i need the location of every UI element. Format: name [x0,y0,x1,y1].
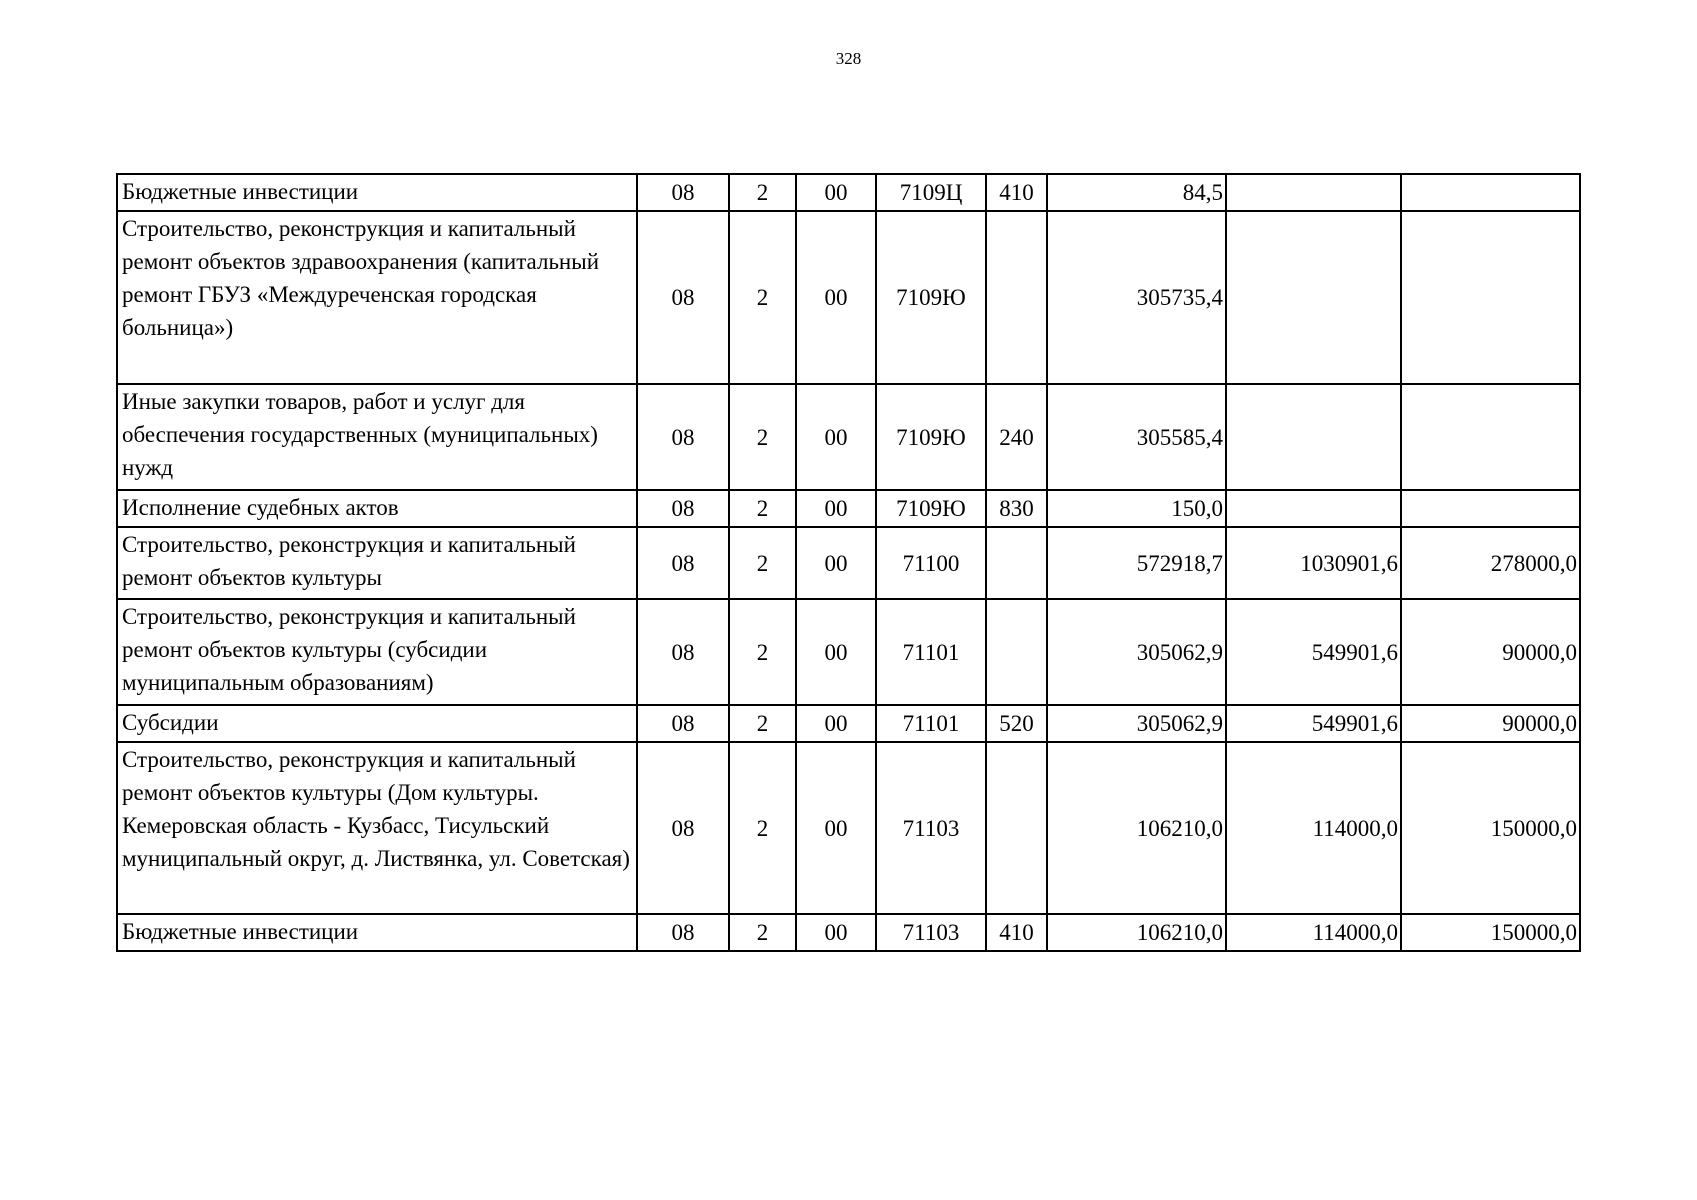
row-name: Бюджетные инвестиции [117,914,637,951]
program-code: 00 [796,174,876,211]
target-code: 71101 [876,705,986,742]
amount-1: 305735,4 [1047,211,1226,384]
row-name: Строительство, реконструкция и капитальный ремонт объектов культуры (субсидии муниципальным образованиям) [117,599,637,705]
row-name: Строительство, реконструкция и капитальный ремонт объектов культуры [117,527,637,599]
table-row [117,914,1580,951]
amount-1: 84,5 [1047,174,1226,211]
amount-1: 305062,9 [1047,705,1226,742]
subsection-code: 2 [729,742,796,914]
amount-2: 114000,0 [1226,914,1401,951]
row-name: Иные закупки товаров, работ и услуг для обеспечения государственных (муниципальных) нужд [117,384,637,490]
subsection-code: 2 [729,705,796,742]
program-code: 00 [796,211,876,384]
subsection-code: 2 [729,599,796,705]
amount-3: 90000,0 [1401,705,1580,742]
amount-2: 549901,6 [1226,599,1401,705]
target-code: 71101 [876,599,986,705]
amount-3 [1401,174,1580,211]
amount-3 [1401,211,1580,384]
subsection-code: 2 [729,490,796,527]
row-name: Строительство, реконструкция и капитальный ремонт объектов культуры (Дом культуры. Кемеровская область - Кузбасс, Тисульский муниципальный округ, д. Листвянка, ул. Советская) [117,742,637,914]
amount-3: 150000,0 [1401,742,1580,914]
section-code: 08 [637,914,729,951]
table-row [117,705,1580,742]
amount-3: 278000,0 [1401,527,1580,599]
target-code: 71100 [876,527,986,599]
program-code: 00 [796,490,876,527]
target-code: 71103 [876,914,986,951]
amount-2: 114000,0 [1226,742,1401,914]
amount-1: 106210,0 [1047,742,1226,914]
row-name: Строительство, реконструкция и капитальный ремонт объектов здравоохранения (капитальный ремонт ГБУЗ «Междуреченская городская больница») [117,211,637,384]
section-code: 08 [637,490,729,527]
amount-1: 106210,0 [1047,914,1226,951]
amount-2 [1226,384,1401,490]
subsection-code: 2 [729,211,796,384]
amount-2 [1226,211,1401,384]
expense-type: 410 [986,174,1047,211]
program-code: 00 [796,599,876,705]
budget-table [116,173,1581,952]
amount-2: 549901,6 [1226,705,1401,742]
subsection-code: 2 [729,527,796,599]
subsection-code: 2 [729,174,796,211]
program-code: 00 [796,705,876,742]
table-row [117,211,1580,384]
program-code: 00 [796,742,876,914]
expense-type [986,211,1047,384]
expense-type [986,527,1047,599]
amount-1: 572918,7 [1047,527,1226,599]
amount-3: 90000,0 [1401,599,1580,705]
subsection-code: 2 [729,914,796,951]
expense-type: 240 [986,384,1047,490]
expense-type: 830 [986,490,1047,527]
target-code: 71103 [876,742,986,914]
amount-1: 150,0 [1047,490,1226,527]
row-name: Бюджетные инвестиции [117,174,637,211]
page-number: 328 [835,49,862,68]
amount-2 [1226,490,1401,527]
amount-3 [1401,490,1580,527]
section-code: 08 [637,742,729,914]
row-name: Исполнение судебных актов [117,490,637,527]
table-row [117,384,1580,490]
section-code: 08 [637,211,729,384]
amount-3 [1401,384,1580,490]
target-code: 7109Ю [876,211,986,384]
section-code: 08 [637,527,729,599]
section-code: 08 [637,174,729,211]
program-code: 00 [796,527,876,599]
subsection-code: 2 [729,384,796,490]
table-row [117,599,1580,705]
program-code: 00 [796,914,876,951]
table-row [117,527,1580,599]
amount-3: 150000,0 [1401,914,1580,951]
target-code: 7109Ц [876,174,986,211]
amount-1: 305062,9 [1047,599,1226,705]
amount-1: 305585,4 [1047,384,1226,490]
expense-type [986,599,1047,705]
amount-2: 1030901,6 [1226,527,1401,599]
section-code: 08 [637,384,729,490]
expense-type [986,742,1047,914]
table-row [117,174,1580,211]
target-code: 7109Ю [876,384,986,490]
expense-type: 520 [986,705,1047,742]
section-code: 08 [637,705,729,742]
table-row [117,742,1580,914]
amount-2 [1226,174,1401,211]
expense-type: 410 [986,914,1047,951]
program-code: 00 [796,384,876,490]
table-row [117,490,1580,527]
section-code: 08 [637,599,729,705]
target-code: 7109Ю [876,490,986,527]
row-name: Субсидии [117,705,637,742]
